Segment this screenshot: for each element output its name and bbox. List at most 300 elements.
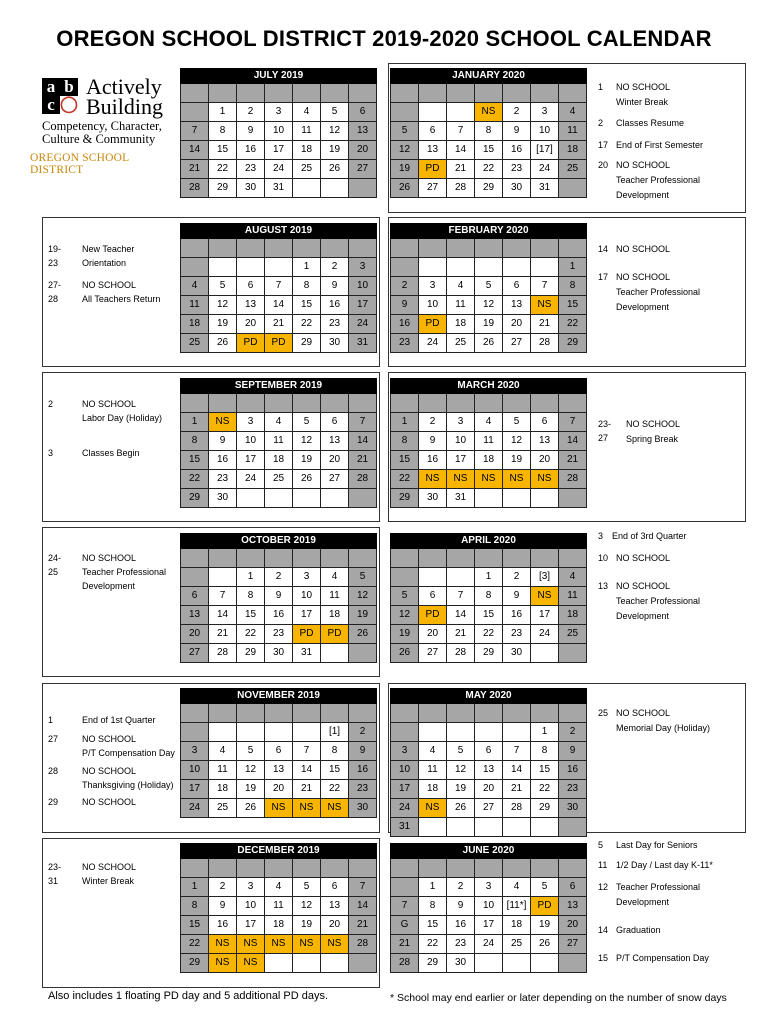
note-text: End of First Semester: [616, 140, 704, 150]
note-date: 25: [598, 708, 609, 718]
day-cell: [531, 84, 559, 103]
day-cell: 2: [391, 277, 419, 296]
day-cell: 10: [475, 897, 503, 916]
month-header: JUNE 2020: [390, 843, 587, 859]
day-cell: [209, 704, 237, 723]
day-cell: [391, 549, 419, 568]
day-cell: [1]: [321, 723, 349, 742]
note-date: 23-31: [48, 862, 62, 886]
day-cell: 30: [209, 489, 237, 508]
day-cell: 29: [475, 179, 503, 198]
day-cell: 4: [181, 277, 209, 296]
day-cell: 12: [293, 432, 321, 451]
day-cell: 5: [237, 742, 265, 761]
day-cell: 23: [349, 780, 377, 799]
day-cell: [349, 489, 377, 508]
day-cell: 26: [531, 935, 559, 954]
note-date: 29: [48, 797, 59, 807]
day-cell: 28: [559, 470, 587, 489]
day-cell: 22: [559, 315, 587, 334]
day-cell: 21: [209, 625, 237, 644]
day-cell: 25: [293, 160, 321, 179]
day-cell: 9: [503, 587, 531, 606]
day-cell: 6: [321, 413, 349, 432]
month-header: OCTOBER 2019: [180, 533, 377, 549]
day-cell: 17: [531, 606, 559, 625]
day-cell: [209, 239, 237, 258]
day-cell: NS: [209, 413, 237, 432]
day-cell: 3: [447, 413, 475, 432]
note-date: 15: [598, 953, 609, 963]
day-cell: [531, 954, 559, 973]
day-cell: [321, 489, 349, 508]
day-cell: 20: [559, 916, 587, 935]
day-cell: 31: [293, 644, 321, 663]
abc-logo-mark: [42, 78, 80, 116]
day-cell: 21: [391, 935, 419, 954]
day-cell: [447, 549, 475, 568]
day-cell: 13: [237, 296, 265, 315]
day-cell: 26: [391, 179, 419, 198]
day-cell: NS: [475, 470, 503, 489]
day-cell: [321, 239, 349, 258]
day-cell: 11: [447, 296, 475, 315]
day-cell: [419, 394, 447, 413]
day-cell: 8: [475, 122, 503, 141]
day-cell: 10: [237, 432, 265, 451]
day-cell: [321, 859, 349, 878]
day-cell: [265, 859, 293, 878]
day-cell: 1: [209, 103, 237, 122]
day-cell: 15: [181, 451, 209, 470]
day-cell: NS: [531, 470, 559, 489]
day-cell: 9: [209, 432, 237, 451]
day-cell: 4: [559, 568, 587, 587]
day-cell: 16: [391, 315, 419, 334]
day-cell: [237, 394, 265, 413]
day-cell: 3: [475, 878, 503, 897]
day-cell: 22: [531, 780, 559, 799]
day-cell: [237, 258, 265, 277]
day-cell: 15: [293, 296, 321, 315]
day-cell: 21: [293, 780, 321, 799]
day-cell: [181, 394, 209, 413]
day-cell: [321, 84, 349, 103]
day-cell: 20: [321, 451, 349, 470]
day-cell: [475, 954, 503, 973]
day-cell: [419, 723, 447, 742]
day-cell: 16: [265, 606, 293, 625]
day-cell: 3: [237, 878, 265, 897]
day-cell: 27: [559, 935, 587, 954]
apple-icon: ◯: [60, 96, 78, 113]
day-cell: [503, 818, 531, 837]
day-cell: 27: [419, 179, 447, 198]
note-text: Classes Begin: [82, 448, 140, 458]
day-cell: 11: [559, 122, 587, 141]
month-grid: [180, 239, 377, 353]
day-cell: 30: [503, 179, 531, 198]
day-cell: 30: [503, 644, 531, 663]
day-cell: [419, 859, 447, 878]
day-cell: [475, 258, 503, 277]
note-text: NO SCHOOL: [82, 862, 137, 872]
day-cell: 18: [321, 606, 349, 625]
note-text: NO SCHOOL: [82, 797, 137, 807]
day-cell: 23: [447, 935, 475, 954]
day-cell: 18: [419, 780, 447, 799]
day-cell: 4: [265, 413, 293, 432]
note-date: 1: [48, 715, 54, 725]
day-cell: 7: [265, 277, 293, 296]
day-cell: 22: [237, 625, 265, 644]
month-header: APRIL 2020: [390, 533, 587, 549]
day-cell: 14: [447, 606, 475, 625]
note-text: End of 3rd Quarter: [612, 531, 687, 541]
day-cell: [293, 84, 321, 103]
day-cell: 11: [265, 897, 293, 916]
day-cell: 30: [349, 799, 377, 818]
day-cell: NS: [265, 799, 293, 818]
day-cell: [503, 239, 531, 258]
day-cell: 14: [293, 761, 321, 780]
day-cell: 2: [265, 568, 293, 587]
note-text: Memorial Day (Holiday): [616, 723, 711, 733]
note-text: Graduation: [616, 925, 661, 935]
note-date: 11: [598, 860, 608, 870]
month-header: DECEMBER 2019: [180, 843, 377, 859]
day-cell: 26: [475, 334, 503, 353]
day-cell: 14: [209, 606, 237, 625]
day-cell: PD: [265, 334, 293, 353]
day-cell: 22: [391, 470, 419, 489]
note-date: 24-25: [48, 553, 62, 577]
day-cell: 25: [559, 625, 587, 644]
note-date: 19-23: [48, 244, 62, 268]
day-cell: 13: [265, 761, 293, 780]
day-cell: [475, 394, 503, 413]
day-cell: 17: [237, 451, 265, 470]
day-cell: [559, 239, 587, 258]
day-cell: 28: [447, 644, 475, 663]
day-cell: 22: [293, 315, 321, 334]
day-cell: [265, 239, 293, 258]
day-cell: 27: [475, 799, 503, 818]
day-cell: 19: [447, 780, 475, 799]
day-cell: NS: [293, 799, 321, 818]
day-cell: [181, 704, 209, 723]
day-cell: 29: [181, 954, 209, 973]
day-cell: [503, 704, 531, 723]
day-cell: [419, 549, 447, 568]
day-cell: 2: [349, 723, 377, 742]
day-cell: 23: [321, 315, 349, 334]
day-cell: 7: [349, 413, 377, 432]
day-cell: [209, 394, 237, 413]
note-text: All Teachers Return: [82, 294, 161, 304]
day-cell: 17: [391, 780, 419, 799]
day-cell: [559, 179, 587, 198]
day-cell: 19: [531, 916, 559, 935]
note-text: P/T Compensation Day: [82, 748, 175, 758]
month-header: NOVEMBER 2019: [180, 688, 377, 704]
day-cell: 13: [531, 432, 559, 451]
day-cell: 23: [503, 160, 531, 179]
day-cell: 18: [559, 141, 587, 160]
day-cell: 15: [391, 451, 419, 470]
note-date: 28: [48, 766, 59, 776]
day-cell: [349, 179, 377, 198]
day-cell: [531, 394, 559, 413]
day-cell: 7: [209, 587, 237, 606]
note-date: 27-28: [48, 280, 62, 304]
day-cell: 20: [349, 141, 377, 160]
day-cell: 28: [447, 179, 475, 198]
month-header: MARCH 2020: [390, 378, 587, 394]
day-cell: [447, 859, 475, 878]
note-text: NO SCHOOL: [616, 553, 671, 563]
month-grid: [390, 239, 587, 353]
day-cell: [447, 103, 475, 122]
day-cell: [321, 954, 349, 973]
day-cell: [349, 84, 377, 103]
month-header: AUGUST 2019: [180, 223, 377, 239]
day-cell: NS: [209, 954, 237, 973]
day-cell: 20: [503, 315, 531, 334]
day-cell: 17: [447, 451, 475, 470]
note-text: Development: [616, 190, 670, 200]
day-cell: 12: [209, 296, 237, 315]
day-cell: 22: [419, 935, 447, 954]
note-date: 3: [48, 448, 54, 458]
day-cell: 8: [559, 277, 587, 296]
day-cell: NS: [293, 935, 321, 954]
logo-letter-a: a: [42, 78, 60, 96]
day-cell: [321, 644, 349, 663]
day-cell: 9: [559, 742, 587, 761]
footer-left-note: Also includes 1 floating PD day and 5 additional PD days.: [48, 990, 329, 1002]
note-text: NO SCHOOL: [82, 399, 137, 409]
day-cell: [209, 568, 237, 587]
day-cell: 18: [293, 141, 321, 160]
day-cell: [293, 954, 321, 973]
note-date: 17: [598, 140, 609, 150]
note-date: 3: [598, 531, 604, 541]
day-cell: NS: [237, 954, 265, 973]
day-cell: 1: [237, 568, 265, 587]
day-cell: [349, 954, 377, 973]
day-cell: 2: [419, 413, 447, 432]
day-cell: 10: [349, 277, 377, 296]
day-cell: [447, 239, 475, 258]
day-cell: 6: [181, 587, 209, 606]
note-text: New Teacher: [82, 244, 135, 254]
day-cell: 7: [447, 587, 475, 606]
day-cell: 8: [237, 587, 265, 606]
day-cell: 17: [475, 916, 503, 935]
day-cell: 5: [391, 122, 419, 141]
day-cell: [475, 818, 503, 837]
day-cell: 4: [559, 103, 587, 122]
day-cell: PD: [531, 897, 559, 916]
day-cell: PD: [321, 625, 349, 644]
day-cell: 31: [265, 179, 293, 198]
page-title: OREGON SCHOOL DISTRICT 2019-2020 SCHOOL CALENDAR: [56, 26, 712, 51]
day-cell: 20: [265, 780, 293, 799]
day-cell: [181, 84, 209, 103]
day-cell: 17: [293, 606, 321, 625]
day-cell: 19: [391, 160, 419, 179]
day-cell: [559, 859, 587, 878]
day-cell: 1: [181, 878, 209, 897]
day-cell: 16: [559, 761, 587, 780]
day-cell: 27: [349, 160, 377, 179]
day-cell: NS: [531, 587, 559, 606]
note-text: NO SCHOOL: [616, 82, 671, 92]
day-cell: 24: [349, 315, 377, 334]
note-text: Winter Break: [616, 97, 669, 107]
day-cell: 16: [209, 916, 237, 935]
note-text: Spring Break: [626, 434, 679, 444]
note-text: 1/2 Day / Last day K-11*: [616, 860, 713, 870]
day-cell: [559, 489, 587, 508]
day-cell: 9: [503, 122, 531, 141]
day-cell: 12: [391, 141, 419, 160]
day-cell: 19: [293, 451, 321, 470]
day-cell: [181, 549, 209, 568]
day-cell: 5: [391, 587, 419, 606]
day-cell: 9: [391, 296, 419, 315]
day-cell: 11: [293, 122, 321, 141]
day-cell: 6: [321, 878, 349, 897]
day-cell: [349, 859, 377, 878]
day-cell: [419, 568, 447, 587]
day-cell: [237, 489, 265, 508]
day-cell: 13: [419, 141, 447, 160]
note-text: Winter Break: [82, 876, 135, 886]
day-cell: 10: [419, 296, 447, 315]
day-cell: [265, 549, 293, 568]
day-cell: 5: [209, 277, 237, 296]
day-cell: 13: [475, 761, 503, 780]
day-cell: 4: [503, 878, 531, 897]
note-text: Teacher Professional: [616, 175, 701, 185]
day-cell: NS: [209, 935, 237, 954]
day-cell: 19: [475, 315, 503, 334]
day-cell: 8: [293, 277, 321, 296]
day-cell: 14: [559, 432, 587, 451]
day-cell: [391, 704, 419, 723]
day-cell: 17: [237, 916, 265, 935]
day-cell: 19: [237, 780, 265, 799]
note-text: NO SCHOOL: [626, 419, 681, 429]
day-cell: [265, 258, 293, 277]
day-cell: [237, 549, 265, 568]
day-cell: [419, 258, 447, 277]
day-cell: 23: [265, 625, 293, 644]
day-cell: 11: [419, 761, 447, 780]
day-cell: [237, 859, 265, 878]
day-cell: 7: [447, 122, 475, 141]
note-text: NO SCHOOL: [82, 553, 137, 563]
day-cell: 15: [475, 606, 503, 625]
note-date: 23-27: [598, 419, 612, 443]
day-cell: [531, 704, 559, 723]
day-cell: 21: [265, 315, 293, 334]
day-cell: 26: [321, 160, 349, 179]
day-cell: [503, 549, 531, 568]
day-cell: 31: [349, 334, 377, 353]
month-grid: [180, 394, 377, 508]
day-cell: 19: [391, 625, 419, 644]
month-header: JULY 2019: [180, 68, 377, 84]
day-cell: 30: [237, 179, 265, 198]
day-cell: 7: [293, 742, 321, 761]
day-cell: 19: [209, 315, 237, 334]
day-cell: [419, 704, 447, 723]
day-cell: 22: [181, 470, 209, 489]
day-cell: [321, 549, 349, 568]
day-cell: 4: [209, 742, 237, 761]
day-cell: [293, 859, 321, 878]
note-date: 27: [48, 734, 59, 744]
day-cell: [181, 239, 209, 258]
day-cell: 24: [531, 160, 559, 179]
note-text: Orientation: [82, 258, 127, 268]
note-text: NO SCHOOL: [616, 272, 671, 282]
day-cell: 2: [447, 878, 475, 897]
day-cell: NS: [237, 935, 265, 954]
day-cell: 23: [209, 470, 237, 489]
day-cell: 21: [447, 625, 475, 644]
day-cell: 1: [475, 568, 503, 587]
day-cell: [265, 723, 293, 742]
day-cell: 14: [349, 432, 377, 451]
day-cell: 10: [293, 587, 321, 606]
note-date: 14: [598, 244, 609, 254]
day-cell: 12: [349, 587, 377, 606]
day-cell: [531, 489, 559, 508]
day-cell: 4: [321, 568, 349, 587]
note-text: P/T Compensation Day: [616, 953, 709, 963]
note-text: Thanksgiving (Holiday): [82, 780, 174, 790]
day-cell: 8: [321, 742, 349, 761]
day-cell: 18: [447, 315, 475, 334]
day-cell: 5: [531, 878, 559, 897]
day-cell: 18: [265, 916, 293, 935]
month-grid: [390, 859, 587, 973]
day-cell: 6: [559, 878, 587, 897]
day-cell: 31: [531, 179, 559, 198]
note-text: NO SCHOOL: [82, 766, 137, 776]
day-cell: [503, 859, 531, 878]
day-cell: 7: [349, 878, 377, 897]
day-cell: 4: [475, 413, 503, 432]
day-cell: [181, 568, 209, 587]
day-cell: [531, 258, 559, 277]
day-cell: 10: [181, 761, 209, 780]
day-cell: 2: [237, 103, 265, 122]
day-cell: [349, 644, 377, 663]
month-header: JANUARY 2020: [390, 68, 587, 84]
day-cell: 18: [209, 780, 237, 799]
day-cell: [503, 489, 531, 508]
day-cell: [503, 258, 531, 277]
day-cell: 17: [349, 296, 377, 315]
day-cell: PD: [419, 606, 447, 625]
day-cell: 2: [503, 568, 531, 587]
day-cell: PD: [293, 625, 321, 644]
